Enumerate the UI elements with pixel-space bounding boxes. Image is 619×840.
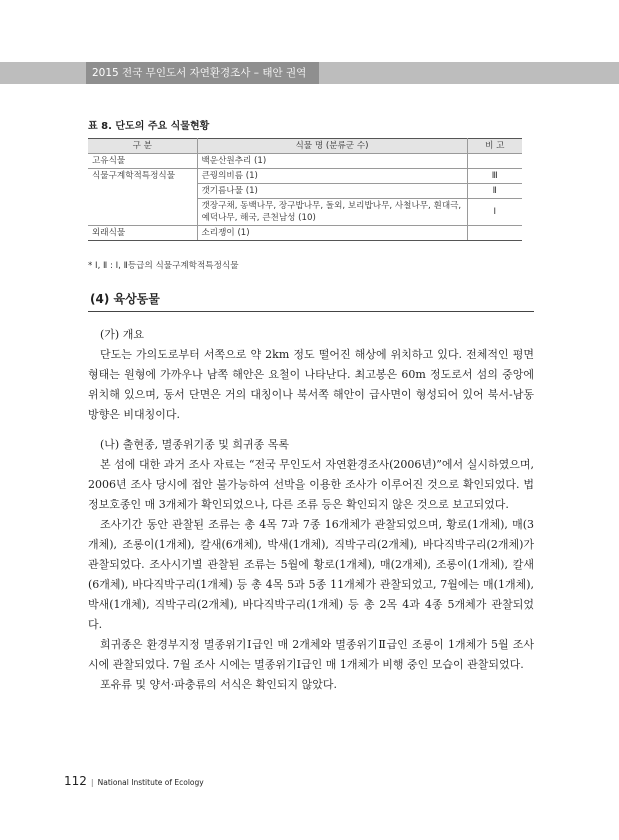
paragraph-mammals-reptiles: 포유류 및 양서·파충류의 서식은 확인되지 않았다. (100, 678, 337, 691)
table-header-row (88, 139, 522, 154)
footer-separator: | (90, 778, 94, 787)
running-header: 2015 전국 무인도서 자연환경조사 – 태안 권역 (86, 62, 319, 84)
table-caption: 표 8. 단도의 주요 식물현황 (88, 121, 210, 132)
paragraph-past-survey: 본 섬에 대한 과거 조사 자료는 “전국 무인도서 자연환경조사(2006년)”에서 실시하였으며, 2006년 조사 당시에 접안 불가능하여 선박을 이용한 조사가 이루어진 것으로 확인되었다. 법정보호종인 매 3개체가 확인되었으나, 다른 조류 등은 확인되지 않은 것으로 보고되었다. (88, 458, 534, 511)
section-heading: (4) 육상동물 (88, 290, 534, 312)
note-cell (467, 154, 522, 169)
table-row (88, 154, 522, 169)
category-cell: 식물구계학적특정식물 (88, 169, 197, 226)
column-header-note: 비 고 (467, 139, 522, 154)
plants-cell: 갯기름나물 (1) (197, 184, 467, 199)
table-footnote: * Ⅰ, Ⅱ : Ⅰ, Ⅱ등급의 식물구계학적특정식물 (88, 261, 239, 271)
table-row (88, 226, 522, 241)
body-text (88, 324, 534, 695)
note-cell: Ⅰ (467, 199, 522, 226)
category-cell: 고유식물 (88, 154, 197, 169)
plants-cell: 백운산원추리 (1) (197, 154, 467, 169)
column-header-category: 구 분 (88, 139, 197, 154)
note-cell (467, 226, 522, 241)
plants-cell: 소리쟁이 (1) (197, 226, 467, 241)
category-cell: 외래식물 (88, 226, 197, 241)
table-row (88, 169, 522, 184)
page-number: 112 (64, 774, 87, 788)
plants-cell: 갯장구채, 동백나무, 장구밥나무, 돌외, 보리밥나무, 사철나무, 흰대극, 예덕나무, 해국, 큰천남성 (10) (197, 199, 467, 226)
note-cell: Ⅱ (467, 184, 522, 199)
paragraph-overview: 단도는 가의도로부터 서쪽으로 약 2km 정도 떨어진 해상에 위치하고 있다. 전체적인 평면 형태는 원형에 가까우나 남쪽 해안은 요철이 나타난다. 최고봉은 60m 정도로서 섬의 중앙에 위치해 있으며, 동서 단면은 거의 대칭이나 북서쪽 해안이 급사면이 형성되어 있어 북서-남동 방향은 비대칭이다. (88, 348, 534, 421)
column-header-plants: 식물 명 (분류군 수) (197, 139, 467, 154)
subheading-overview: (가) 개요 (100, 328, 144, 341)
organization-name: National Institute of Ecology (97, 778, 204, 787)
plant-status-table (88, 138, 522, 241)
page-footer (64, 774, 204, 788)
paragraph-rare-species: 희귀종은 환경부지정 멸종위기Ⅰ급인 매 2개체와 멸종위기Ⅱ급인 조롱이 1개체가 5월 조사 시에 관찰되었다. 7월 조사 시에는 멸종위기Ⅰ급인 매 1개체가 비행 중인 모습이 관찰되었다. (88, 638, 534, 671)
note-cell: Ⅲ (467, 169, 522, 184)
paragraph-bird-observations: 조사기간 동안 관찰된 조류는 총 4목 7과 7종 16개체가 관찰되었으며, 황로(1개체), 매(3개체), 조롱이(1개체), 칼새(6개체), 박새(1개체), 직박구리(2개체), 바다직박구리(2개체)가 관찰되었다. 조사시기별 관찰된 조류는 5월에 황로(1개체), 매(2개체), 조롱이(1개체), 칼새(6개체), 바다직박구리(1개체) 등 총 4목 5과 5종 11개체가 관찰되었고, 7월에는 매(1개체), 박새(1개체), 직박구리(2개체), 바다직박구리(1개체) 등 총 2목 4과 4종 5개체가 관찰되었다. (88, 518, 534, 631)
subheading-species-list: (나) 출현종, 멸종위기종 및 희귀종 목록 (100, 438, 289, 451)
plants-cell: 큰꿩의비름 (1) (197, 169, 467, 184)
